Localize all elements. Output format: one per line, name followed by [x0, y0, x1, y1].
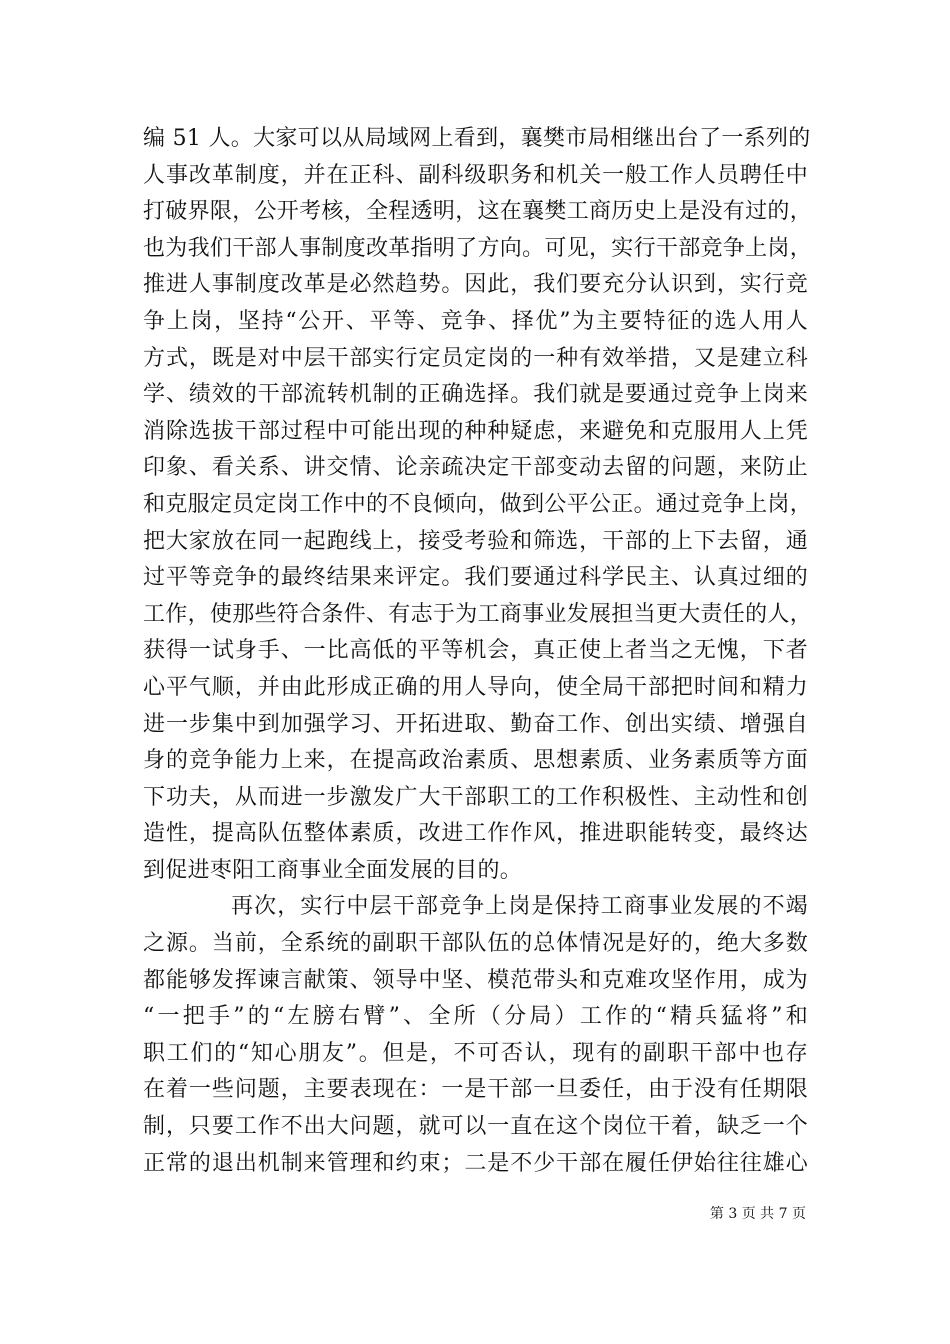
text-line: 心平气顺，并由此形成正确的用人导向，使全局干部把时间和精力 — [143, 674, 808, 700]
text-line: 编 51 人。大家可以从局域网上看到，襄樊市局相继出台了一系列的 — [143, 126, 811, 151]
text-line: 工作，使那些符合条件、有志于为工商事业发展担当更大责任的人， — [143, 601, 813, 627]
page-number-footer: 第 3 页 共 7 页 — [709, 1206, 806, 1222]
paragraph-first-line: 再次，实行中层干部竞争上岗是保持工商事业发展的不竭 — [231, 894, 808, 920]
text-line: 把大家放在同一起跑线上，接受考验和筛选，干部的上下去留，通 — [143, 528, 808, 554]
text-line: 打破界限，公开考核，全程透明，这在襄樊工商历史上是没有过的， — [143, 199, 813, 225]
text-line: 争上岗，坚持“公开、平等、竞争、择优”为主要特征的选人用人 — [143, 308, 808, 334]
text-line: 也为我们干部人事制度改革指明了方向。可见，实行干部竞争上岗， — [143, 235, 813, 261]
text-line: 消除选拔干部过程中可能出现的种种疑虑，来避免和克服用人上凭 — [143, 418, 808, 444]
text-line: 印象、看关系、讲交情、论亲疏决定干部变动去留的问题，来防止 — [143, 455, 808, 481]
text-line: 推进人事制度改革是必然趋势。因此，我们要充分认识到，实行竞 — [143, 272, 808, 298]
text-line: 造性，提高队伍整体素质，改进工作作风，推进职能转变，最终达 — [143, 821, 808, 847]
text-line: 学、绩效的干部流转机制的正确选择。我们就是要通过竞争上岗来 — [143, 382, 808, 408]
text-line: 人事改革制度，并在正科、副科级职务和机关一般工作人员聘任中 — [143, 162, 808, 188]
text-line: 制，只要工作不出大问题，就可以一直在这个岗位干着，缺乏一个 — [143, 1114, 808, 1140]
text-line: 过平等竞争的最终结果来评定。我们要通过科学民主、认真过细的 — [143, 565, 808, 591]
text-line: 之源。当前，全系统的副职干部队伍的总体情况是好的，绝大多数 — [143, 931, 808, 957]
body-text — [143, 121, 813, 1182]
text-line: 职工们的“知心朋友”。但是，不可否认，现有的副职干部中也存 — [143, 1040, 808, 1066]
text-line: 和克服定员定岗工作中的不良倾向，做到公平公正。通过竞争上岗， — [143, 491, 813, 517]
text-line: 都能够发挥谏言献策、领导中坚、模范带头和克难攻坚作用，成为 — [143, 967, 808, 993]
text-line: 在着一些问题，主要表现在：一是干部一旦委任，由于没有任期限 — [143, 1077, 808, 1103]
paragraph-end-line: 到促进枣阳工商事业全面发展的目的。 — [143, 857, 523, 883]
text-line: “一把手”的“左膀右臂”、全所（分局）工作的“精兵猛将”和 — [143, 1004, 808, 1030]
text-line: 正常的退出机制来管理和约束；二是不少干部在履任伊始往往雄心 — [143, 1150, 808, 1176]
text-line: 身的竞争能力上来，在提高政治素质、思想素质、业务素质等方面 — [143, 748, 808, 774]
text-line: 方式，既是对中层干部实行定员定岗的一种有效举措，又是建立科 — [143, 345, 808, 371]
text-line: 获得一试身手、一比高低的平等机会，真正使上者当之无愧，下者 — [143, 638, 808, 664]
text-line: 下功夫，从而进一步激发广大干部职工的工作积极性、主动性和创 — [143, 784, 808, 810]
text-line: 进一步集中到加强学习、开拓进取、勤奋工作、创出实绩、增强自 — [143, 711, 808, 737]
